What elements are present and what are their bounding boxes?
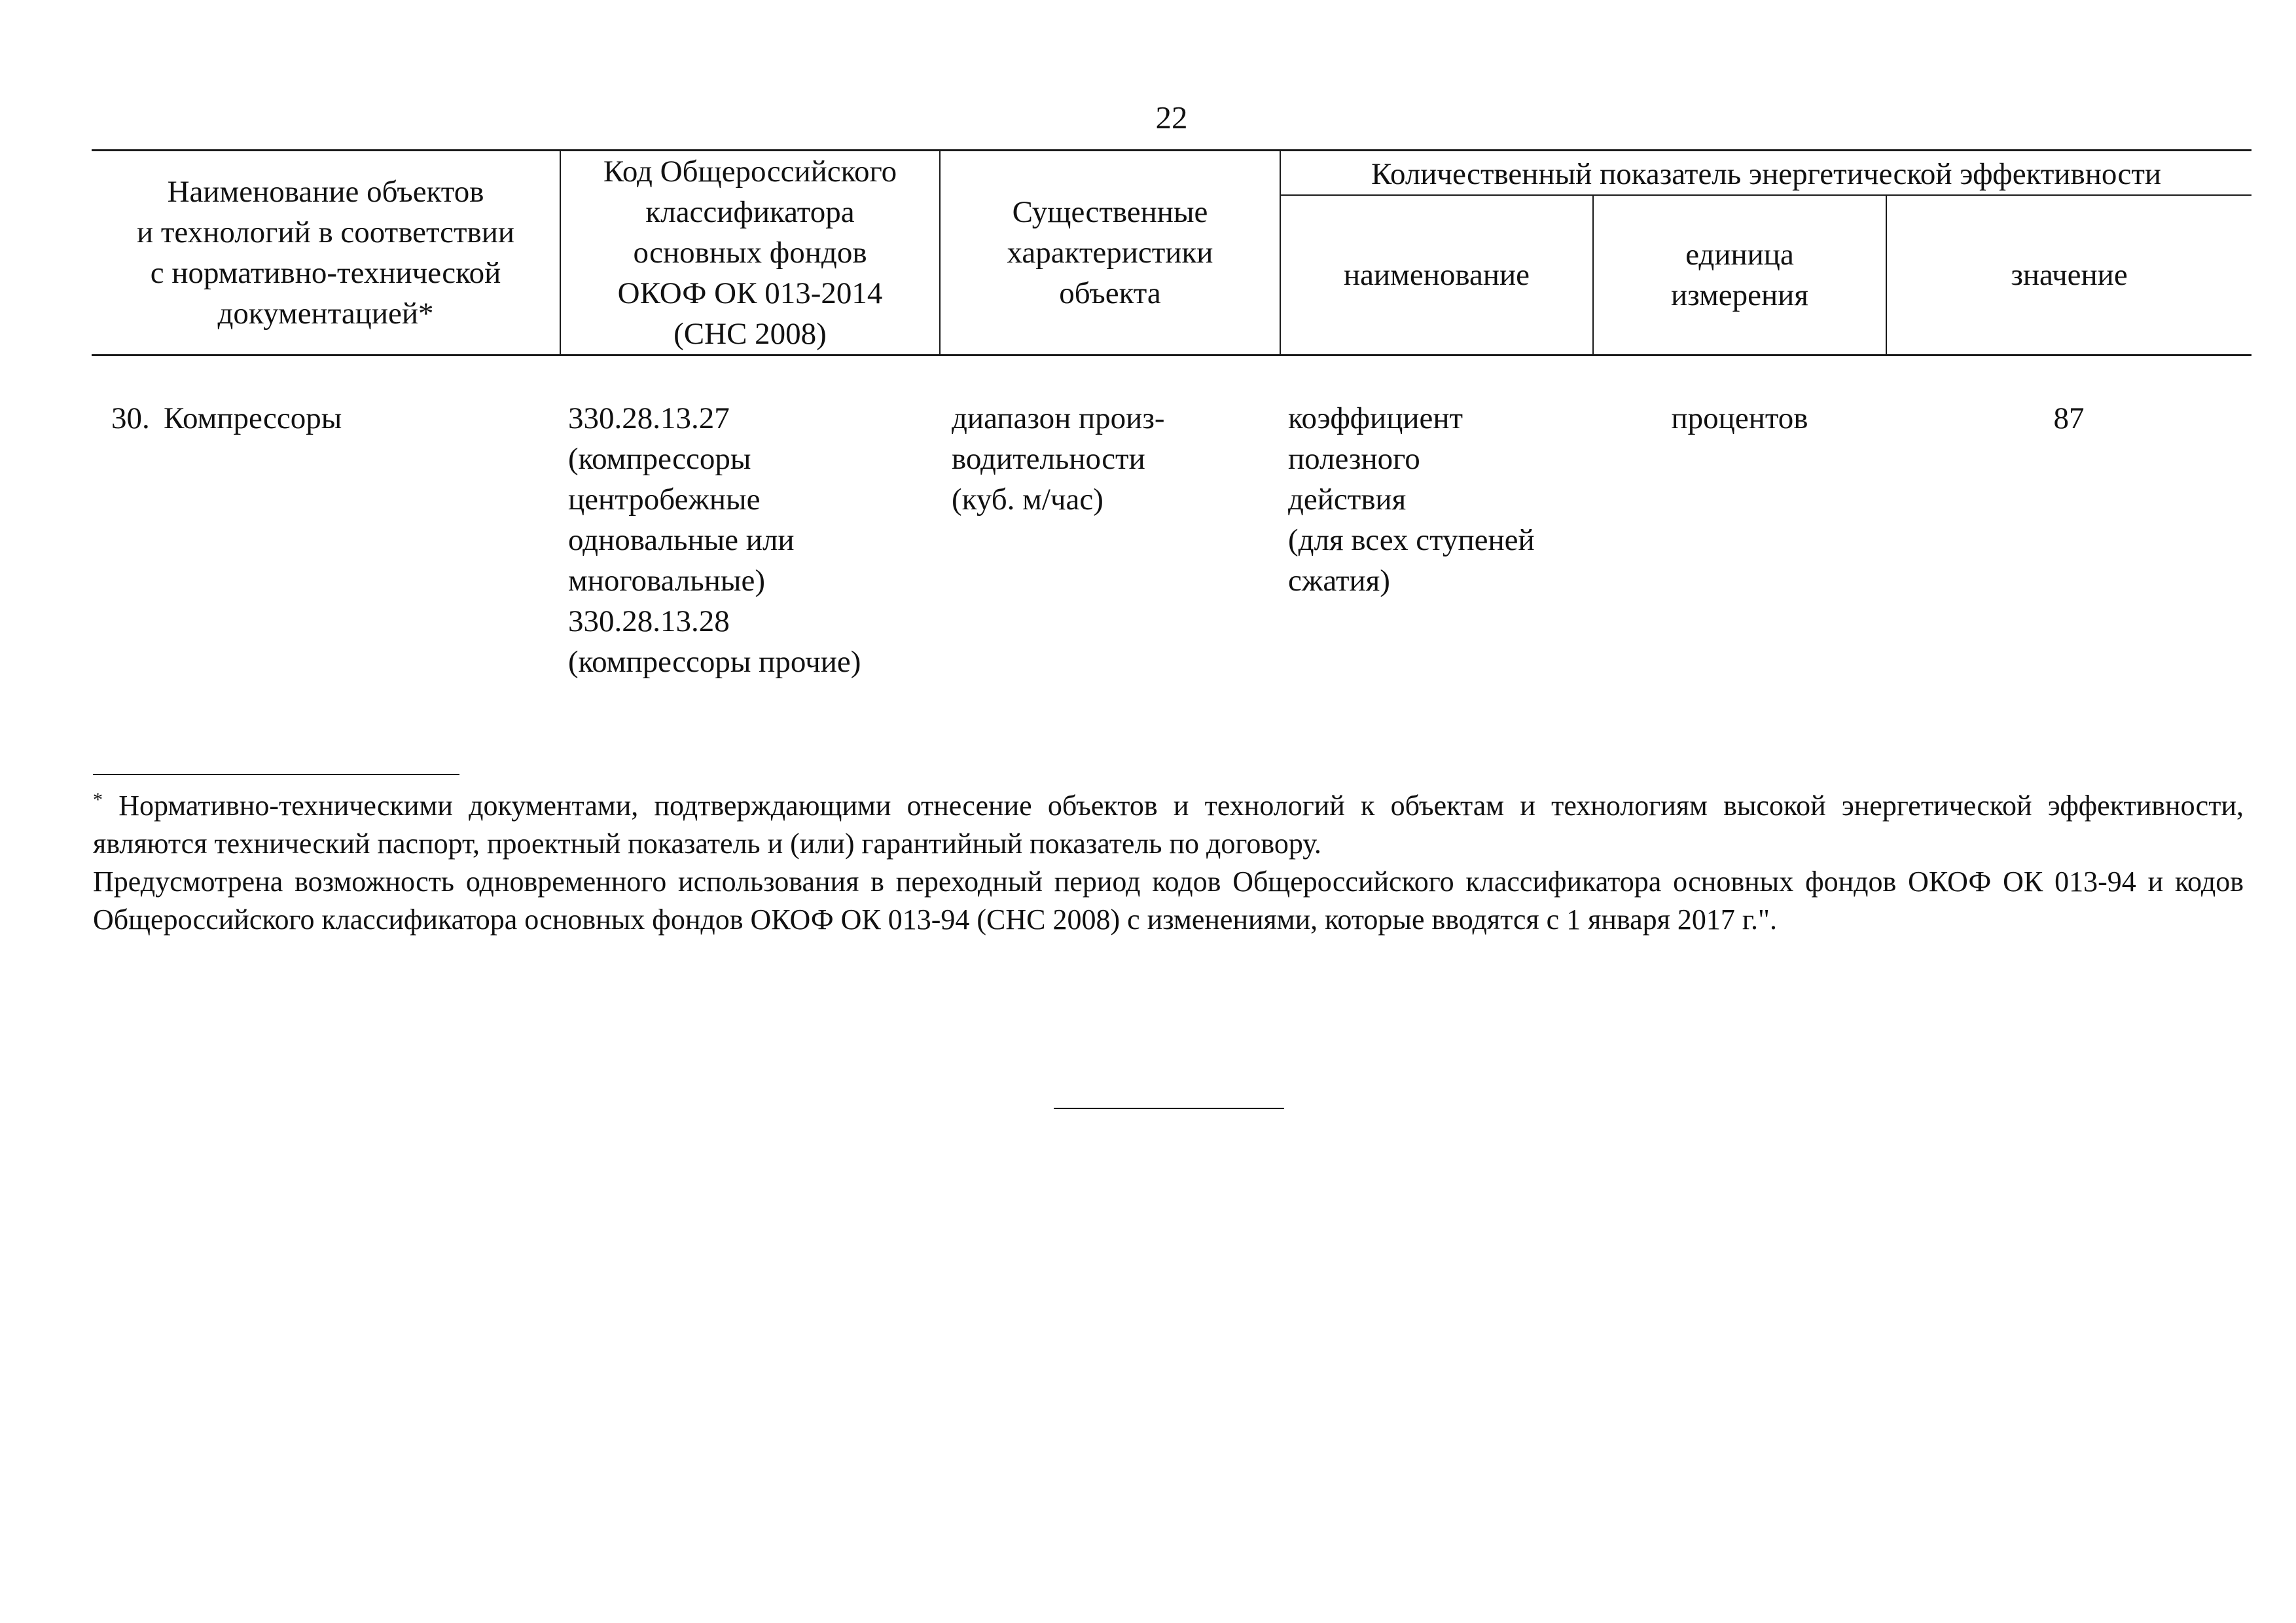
header-characteristics: Существенные характеристики объекта: [940, 151, 1280, 356]
header-indicator-group: Количественный показатель энергетической эффективности: [1280, 151, 2251, 196]
cell-value: 87: [2053, 401, 2085, 435]
energy-efficiency-table: [92, 149, 2251, 682]
cell-characteristics: диапазон произ- водительности (куб. м/час): [952, 401, 1165, 517]
page-number: 22: [1155, 100, 1188, 136]
end-of-document-rule: [1054, 1108, 1284, 1109]
header-okof-code: Код Общероссийского классификатора основных фондов ОКОФ ОК 013-2014 (СНС 2008): [560, 151, 940, 356]
cell-object: [92, 398, 560, 682]
header-unit: единица измерения: [1593, 195, 1886, 355]
footnote-paragraph-2: Предусмотрена возможность одновременного использования в переходный период кодов Общероссийского классификатора основных фондов ОКОФ ОК 013-94 и кодов Общероссийского классификатора основных фондов ОКОФ ОК 013-94 (СНС 2008) с изменениями, которые вводятся с 1 января 2017 г.".: [93, 866, 2244, 936]
header-value: значение: [1886, 195, 2251, 355]
row-object-name: Компрессоры: [164, 401, 342, 435]
footnote: [93, 787, 2244, 939]
table-row: [92, 398, 2251, 682]
row-number: 30.: [111, 401, 150, 435]
cell-okof-code: 330.28.13.27 (компрессоры центробежные одновальные или многовальные) 330.28.13.28 (компрессоры прочие): [568, 401, 861, 679]
footnote-marker: *: [93, 789, 103, 811]
footnote-paragraph-1: * Нормативно-техническими документами, подтверждающими отнесение объектов и технологий к объектам и технологиям высокой энергетической эффективности, являются технический паспорт, проектный показатель и (или) гарантийный показатель по договору.: [93, 789, 2244, 860]
footnote-separator: [93, 774, 459, 775]
table-header: [92, 151, 2251, 356]
header-object-name: Наименование объектов и технологий в соответствии с нормативно-технической документацией*: [92, 151, 560, 356]
header-indicator-name: наименование: [1280, 195, 1593, 355]
cell-unit: процентов: [1671, 401, 1808, 435]
cell-indicator-name: коэффициент полезного действия (для всех ступеней сжатия): [1288, 401, 1535, 598]
